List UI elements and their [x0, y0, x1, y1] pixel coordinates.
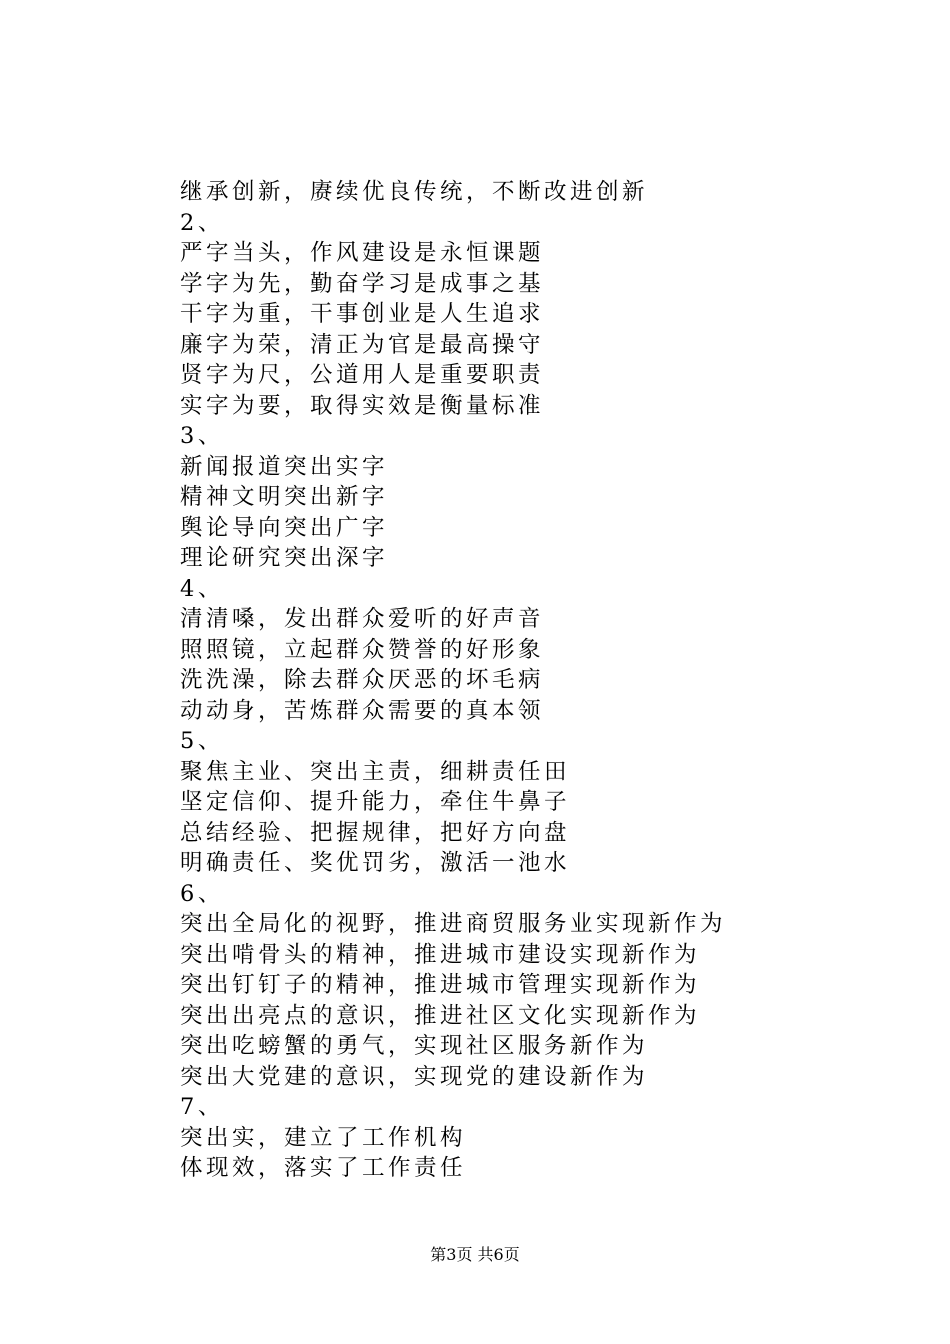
- section-number: 6、: [180, 880, 224, 907]
- text-line: 突出钉钉子的精神，推进城市管理实现新作为: [180, 972, 701, 998]
- text-line: 学字为先，勤奋学习是成事之基: [180, 270, 545, 297]
- document-body: [180, 177, 900, 1184]
- text-line: 体现效，落实了工作责任: [180, 1155, 467, 1181]
- text-line: 动动身，苦炼群众需要的真本领: [180, 697, 545, 724]
- text-line: 突出大党建的意识，实现党的建设新作为: [180, 1063, 649, 1090]
- text-line: 精神文明突出新字: [180, 484, 389, 510]
- section-number: 5、: [180, 728, 224, 754]
- text-line: 清清嗓，发出群众爱听的好声音: [180, 606, 545, 632]
- section-number: 3、: [180, 423, 224, 449]
- text-line: 廉字为荣，清正为官是最高操守: [180, 331, 545, 358]
- section-number: 7、: [180, 1094, 224, 1120]
- text-line: 聚焦主业、突出主责，细耕责任田: [180, 758, 571, 785]
- text-line: 舆论导向突出广字: [180, 514, 389, 541]
- text-line: 洗洗澡，除去群众厌恶的坏毛病: [180, 667, 545, 693]
- text-line: 突出吃螃蟹的勇气，实现社区服务新作为: [180, 1033, 649, 1059]
- section-number: 2、: [180, 209, 224, 236]
- text-line: 干字为重，干事创业是人生追求: [180, 301, 545, 327]
- text-line: 严字当头，作风建设是永恒课题: [180, 240, 545, 266]
- text-line: 实字为要，取得实效是衡量标准: [180, 392, 545, 419]
- section-number: 4、: [180, 575, 224, 602]
- page-footer: 第3页 共6页: [430, 1245, 520, 1264]
- text-line: 新闻报道突出实字: [180, 453, 389, 480]
- text-line: 贤字为尺，公道用人是重要职责: [180, 362, 545, 388]
- text-line: 突出啃骨头的精神，推进城市建设实现新作为: [180, 941, 701, 968]
- text-line: 照照镜，立起群众赞誉的好形象: [180, 636, 545, 663]
- text-line: 突出实，建立了工作机构: [180, 1124, 467, 1151]
- text-line: 继承创新，赓续优良传统，不断改进创新: [180, 179, 649, 205]
- text-line: 明确责任、奖优罚劣，激活一池水: [180, 850, 571, 876]
- text-line: 突出全局化的视野，推进商贸服务业实现新作为: [180, 911, 727, 937]
- text-line: 理论研究突出深字: [180, 545, 389, 571]
- text-line: 突出出亮点的意识，推进社区文化实现新作为: [180, 1002, 701, 1029]
- text-line: 总结经验、把握规律，把好方向盘: [180, 819, 571, 846]
- text-line: 坚定信仰、提升能力，牵住牛鼻子: [180, 789, 571, 815]
